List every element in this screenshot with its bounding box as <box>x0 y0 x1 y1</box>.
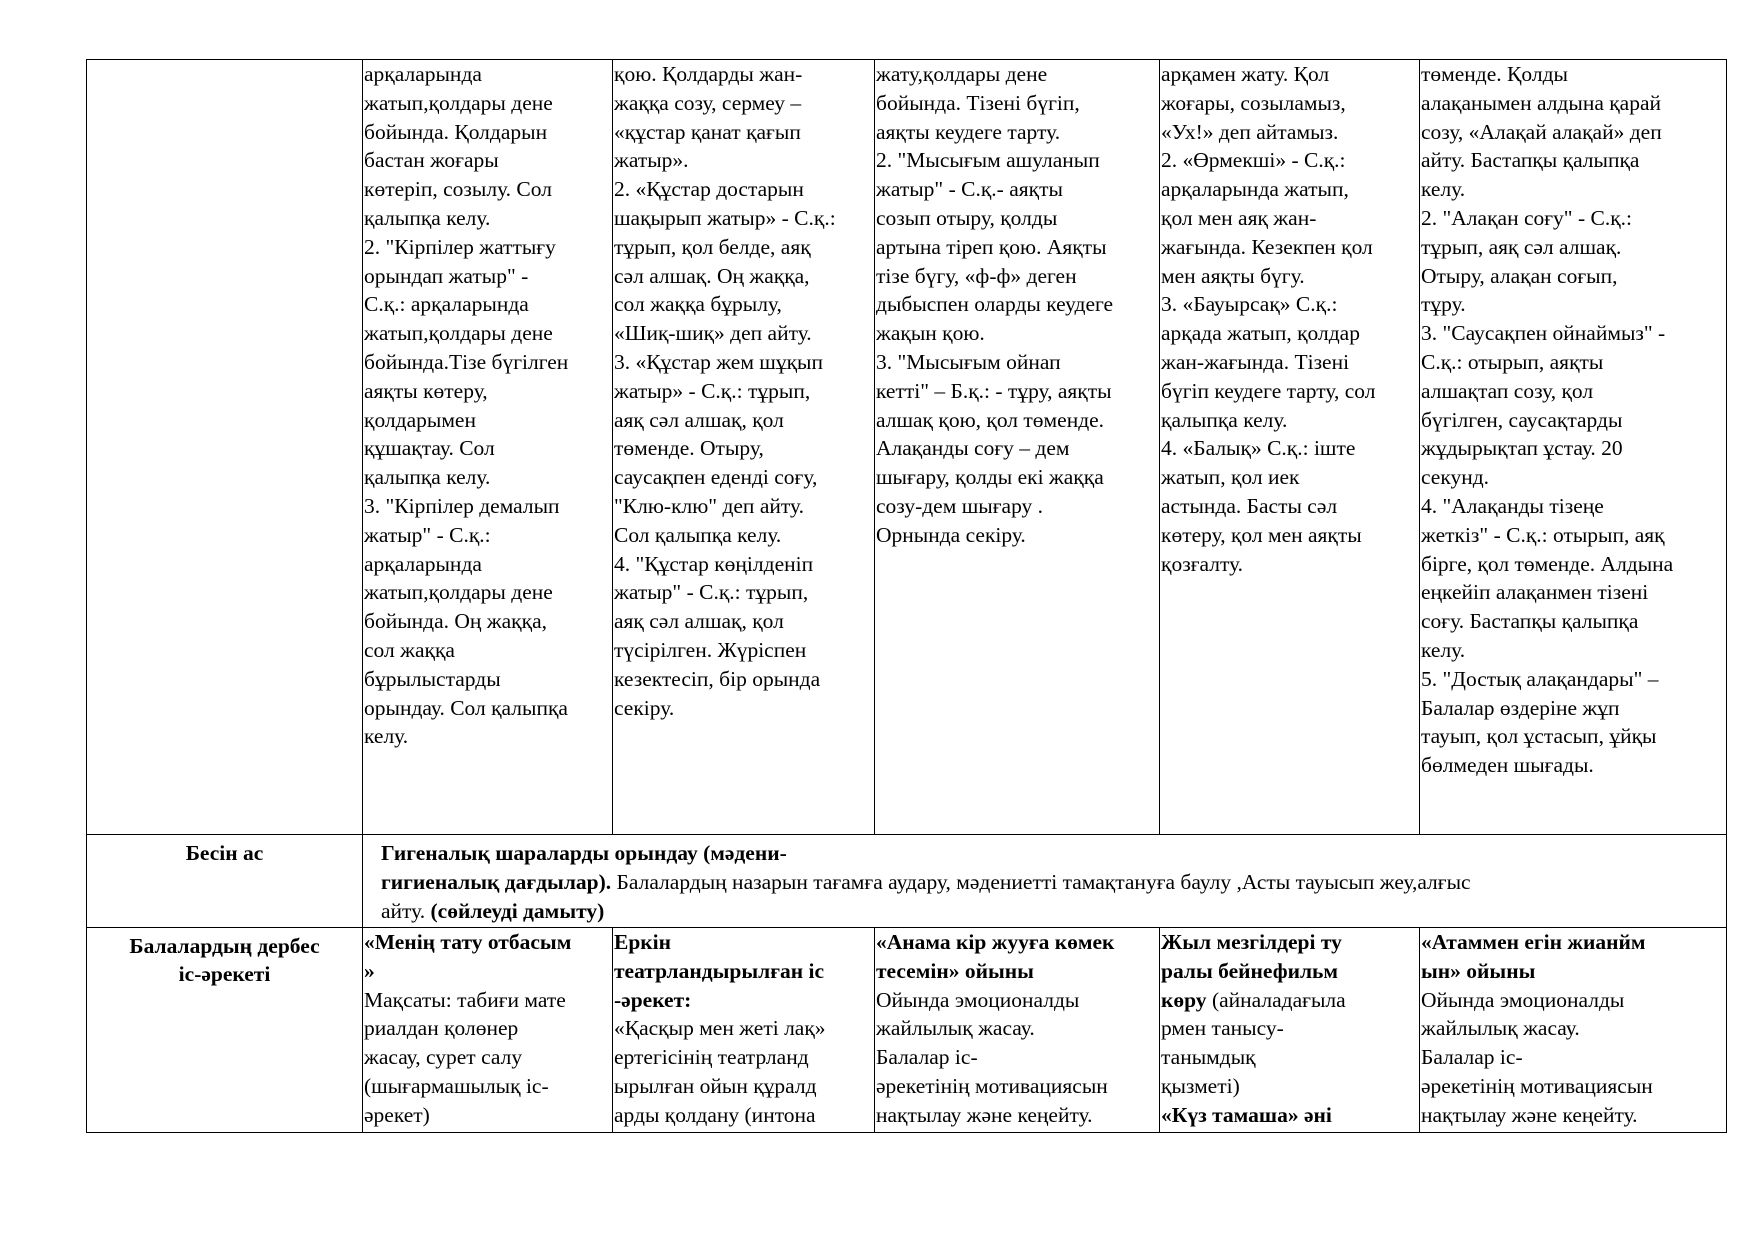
snack-row <box>87 835 1727 928</box>
activity-title: «Атаммен егін жианйм ын» ойыны <box>1421 930 1646 983</box>
activity-text: «Қасқыр мен жеті лақ» ертегісінің театрланд ырылған ойын құралд арды қолдану (интона <box>614 1016 826 1127</box>
exercise-text: жату,қолдары дене бойында. Тізені бүгіп, аяқты кеудеге тарту. 2. "Мысығым ашуланып жатыр" - С.қ.- аяқты созып отыру, қолды артына тіреп қою. Аяқты тізе бүгу, «ф-ф» деген дыбыспен оларды кеудеге жақын қою. 3. "Мысығым ойнап кетті" – Б.қ.: - тұру, аяқты алшақ қою, қол төменде. Алақанды соғу – дем шығару, қолды екі жаққа созу-дем шығару . Орнында секіру. <box>876 62 1114 547</box>
exercise-cell-5 <box>1420 60 1727 835</box>
snack-tag: (сөйлеуді дамыту) <box>430 898 605 923</box>
exercise-text: төменде. Қолды алақанымен алдына қарай созу, «Алақай алақай» деп айту. Бастапқы қалыпқа келу. 2. "Алақан соғу" - С.қ.: тұрып, аяқ сәл алшақ. Отыру, алақан соғып, тұру. 3. "Саусақпен ойнаймыз" - С.қ.: отырып, аяқты алшақтап созу, қол бүгілген, саусақтарды жұдырықтап ұстау. 20 секунд. 4. "Алақанды тізеңе жеткіз" - С.қ.: отырып, аяқ бірге, қол төменде. Алдына еңкейіп алақанмен тізені соғу. Бастапқы қалыпқа келу. 5. "Достық алақандары" – Балалар өздеріне жұп тауып, қол ұстасып, ұйқы бөлмеден шығады. <box>1421 62 1674 778</box>
row-label: Балалардың дербес іс-әрекеті <box>129 934 320 986</box>
snack-text: Балалардың назарын тағамға аудару, мәдениетті тамақтануға баулу ,Асты тауысып жеу,алғыс айту. <box>381 869 1471 923</box>
row-label-cell <box>87 928 363 1133</box>
exercise-cell-2 <box>613 60 875 835</box>
row-label-cell <box>87 835 363 928</box>
activity-row <box>87 928 1727 1133</box>
activity-text: (айналадағыла рмен танысу- танымдық қызметі) <box>1161 987 1346 1098</box>
activity-title: Еркін театрландырылған іс -әрекет: <box>614 930 825 1012</box>
activity-text: Ойында эмоционалды жайлылық жасау. Балалар іс- әрекетінің мотивациясын нақтылау және кеңейту. <box>876 987 1108 1127</box>
activity-song-title: «Күз тамаша» әні <box>1161 1102 1332 1127</box>
activity-title: Жыл мезгілдері ту ралы бейнефильм көру <box>1161 930 1342 1012</box>
exercise-cell-4 <box>1160 60 1420 835</box>
activity-title: «Менің тату отбасым » <box>364 930 572 983</box>
row-label: Бесін ас <box>185 841 264 865</box>
exercise-text: арқаларында жатып,қолдары дене бойында. Қолдарын бастан жоғары көтеріп, созылу. Сол қалыпқа келу. 2. "Кірпілер жаттығу орындап жатыр" - С.қ.: арқаларында жатып,қолдары дене бойында.Тізе бүгілген аяқты көтеру, қолдарымен құшақтау. Сол қалыпқа келу. 3. "Кірпілер демалып жатыр" - С.қ.: арқаларында жатып,қолдары дене бойында. Оң жаққа, сол жаққа бұрылыстарды орындау. Сол қалыпқа келу. <box>364 62 569 749</box>
activity-cell-1 <box>363 928 613 1133</box>
exercise-row <box>87 60 1727 835</box>
activity-title: «Анама кір жууға көмек тесемін» ойыны <box>876 930 1115 983</box>
activity-cell-4 <box>1160 928 1420 1133</box>
snack-description-cell <box>363 835 1727 928</box>
exercise-cell-1 <box>363 60 613 835</box>
exercise-text: қою. Қолдарды жан- жаққа созу, сермеу – «құстар қанат қағып жатыр». 2. «Құстар достарын шақырып жатыр» - С.қ.: тұрып, қол белде, аяқ сәл алшақ. Оң жаққа, сол жаққа бұрылу, «Шиқ-шиқ» деп айту. 3. «Құстар жем шұқып жатыр» - С.қ.: тұрып, аяқ сәл алшақ, қол төменде. Отыру, саусақпен еденді соғу, "Клю-клю" деп айту. Сол қалыпқа келу. 4. "Құстар көңілденіп жатыр" - С.қ.: тұрып, аяқ сәл алшақ, қол түсірілген. Жүріспен кезектесіп, бір орында секіру. <box>614 62 836 720</box>
row-label-cell <box>87 60 363 835</box>
exercise-text: арқамен жату. Қол жоғары, созыламыз, «Ух!» деп айтамыз. 2. «Өрмекші» - С.қ.: арқаларында жатып, қол мен аяқ жан- жағында. Кезекпен қол мен аяқты бүгу. 3. «Бауырсақ» С.қ.: арқада жатып, қолдар жан-жағында. Тізені бүгіп кеудеге тарту, сол қалыпқа келу. 4. «Балық» С.қ.: іште жатып, қол иек астында. Басты сәл көтеру, қол мен аяқты қозғалту. <box>1161 62 1376 576</box>
daily-plan-table <box>86 59 1727 1133</box>
activity-cell-2 <box>613 928 875 1133</box>
activity-cell-5 <box>1420 928 1727 1133</box>
snack-heading: Гигеналық шараларды орындау (мәдени- гигиеналық дағдылар). <box>381 841 787 894</box>
activity-cell-3 <box>875 928 1160 1133</box>
activity-text: Ойында эмоционалды жайлылық жасау. Балалар іс- әрекетінің мотивациясын нақтылау және кеңейту. <box>1421 987 1653 1127</box>
exercise-cell-3 <box>875 60 1160 835</box>
activity-text: Мақсаты: табиғи мате риалдан қолөнер жасау, сурет салу (шығармашылық іс- әрекет) <box>364 987 566 1127</box>
